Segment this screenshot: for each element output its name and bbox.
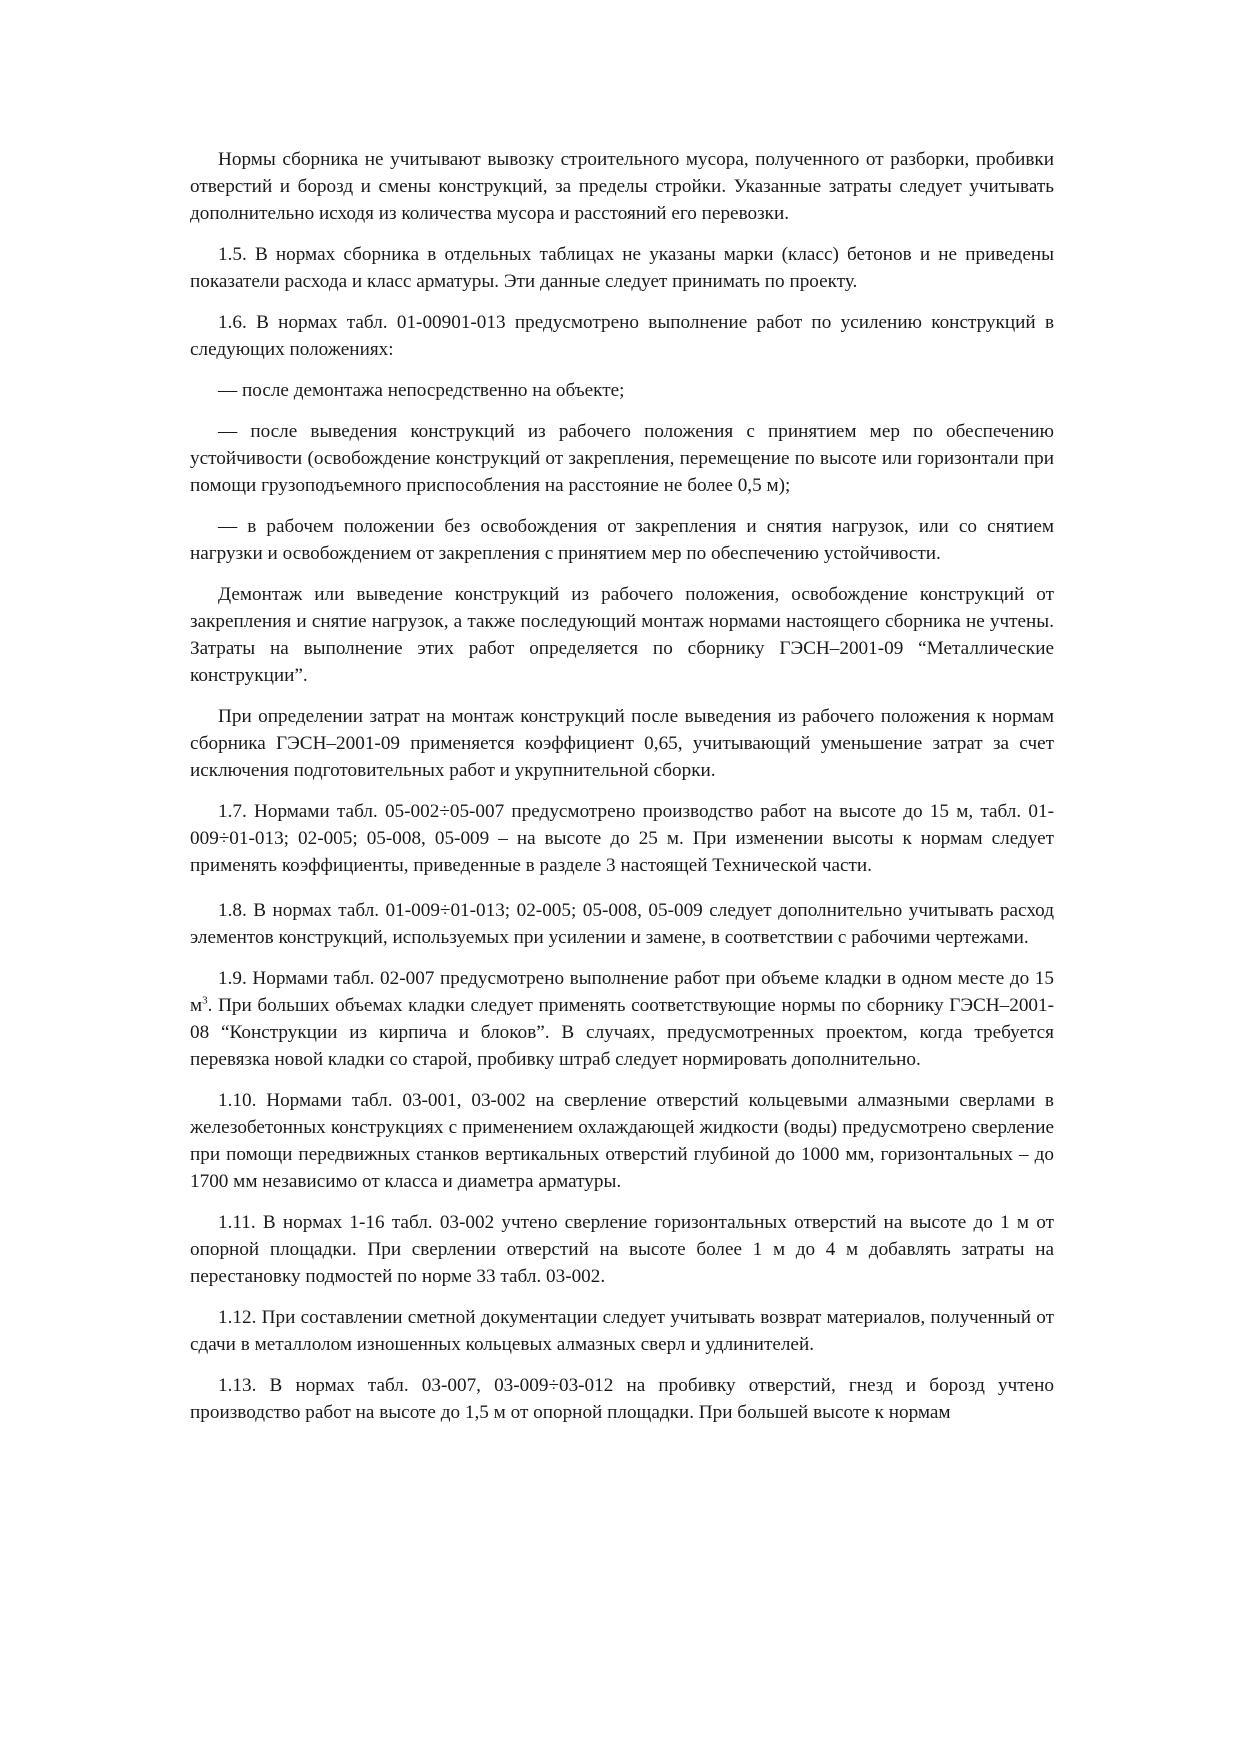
paragraph-1-9-start: 1.9. Нормами табл. 02-007 предусмотрено выполнение работ при объеме кладки в одном месте до 15 м bbox=[190, 968, 1054, 1016]
paragraph-debris-removal: Нормы сборника не учитывают вывозку строительного мусора, полученного от разборки, пробивки отверстий и борозд и смены конструкций, за пределы стройки. Указанные затраты следует учитывать дополнительно исходя из количества мусора и расстояний его перевозки. bbox=[190, 149, 1054, 224]
paragraph-1-9-end: . При больших объемах кладки следует применять соответствующие нормы по сборнику ГЭСН–2001-08 “Конструкции из кирпича и блоков”. В случаях, предусмотренных проектом, когда требуется перевязка новой кладки со старой, пробивку штраб следует нормировать дополнительно. bbox=[190, 995, 1054, 1070]
paragraph-dismantling-not-included: Демонтаж или выведение конструкций из рабочего положения, освобождение конструкций от закрепления и снятие нагрузок, а также последующий монтаж нормами настоящего сборника не учтены. Затраты на выполнение этих работ определяется по сборнику ГЭСН–2001-09 “Металлические конструкции”. bbox=[190, 584, 1054, 686]
list-item-after-dismantling: — после демонтажа непосредственно на объекте; bbox=[218, 380, 625, 401]
paragraph-1-12: 1.12. При составлении сметной документации следует учитывать возврат материалов, полученный от сдачи в металлолом изношенных кольцевых алмазных сверл и удлинителей. bbox=[190, 1307, 1054, 1355]
paragraph-1-6: 1.6. В нормах табл. 01-00901-013 предусмотрено выполнение работ по усилению конструкций в следующих положениях: bbox=[190, 312, 1054, 360]
list-item-out-of-working-position: — после выведения конструкций из рабочего положения с принятием мер по обеспечению устойчивости (освобождение конструкций от закрепления, перемещение по высоте или горизонтали при помощи грузоподъемного приспособления на расстояние не более 0,5 м); bbox=[190, 421, 1054, 496]
paragraph-1-8: 1.8. В нормах табл. 01-009÷01-013; 02-005; 05-008, 05-009 следует дополнительно учитывать расход элементов конструкций, используемых при усилении и замене, в соответствии с рабочими чертежами. bbox=[190, 900, 1054, 948]
paragraph-1-10: 1.10. Нормами табл. 03-001, 03-002 на сверление отверстий кольцевыми алмазными сверлами в железобетонных конструкциях с применением охлаждающей жидкости (воды) предусмотрено сверление при помощи передвижных станков вертикальных отверстий глубиной до 1000 мм, горизонтальных – до 1700 мм независимо от класса и диаметра арматуры. bbox=[190, 1090, 1054, 1192]
paragraph-1-5: 1.5. В нормах сборника в отдельных таблицах не указаны марки (класс) бетонов и не приведены показатели расхода и класс арматуры. Эти данные следует принимать по проекту. bbox=[190, 244, 1054, 292]
list-item-in-working-position: — в рабочем положении без освобождения от закрепления и снятия нагрузок, или со снятием нагрузки и освобождением от закрепления с принятием мер по обеспечению устойчивости. bbox=[190, 516, 1054, 564]
superscript-cubic: 3 bbox=[202, 994, 208, 1007]
paragraph-coefficient-0-65: При определении затрат на монтаж конструкций после выведения из рабочего положения к нормам сборника ГЭСН–2001-09 применяется коэффициент 0,65, учитывающий уменьшение затрат за счет исключения подготовительных работ и укрупнительной сборки. bbox=[190, 706, 1054, 781]
paragraph-1-11: 1.11. В нормах 1-16 табл. 03-002 учтено сверление горизонтальных отверстий на высоте до 1 м от опорной площадки. При сверлении отверстий на высоте более 1 м до 4 м добавлять затраты на перестановку подмостей по норме 33 табл. 03-002. bbox=[190, 1212, 1054, 1287]
document-page bbox=[190, 146, 1054, 1440]
paragraph-1-13: 1.13. В нормах табл. 03-007, 03-009÷03-012 на пробивку отверстий, гнезд и борозд учтено производство работ на высоте до 1,5 м от опорной площадки. При большей высоте к нормам bbox=[190, 1375, 1054, 1423]
paragraph-1-9 bbox=[190, 965, 1054, 1073]
paragraph-1-7: 1.7. Нормами табл. 05-002÷05-007 предусмотрено производство работ на высоте до 15 м, табл. 01-009÷01-013; 02-005; 05-008, 05-009 – на высоте до 25 м. При изменении высоты к нормам следует применять коэффициенты, приведенные в разделе 3 настоящей Технической части. bbox=[190, 801, 1054, 876]
